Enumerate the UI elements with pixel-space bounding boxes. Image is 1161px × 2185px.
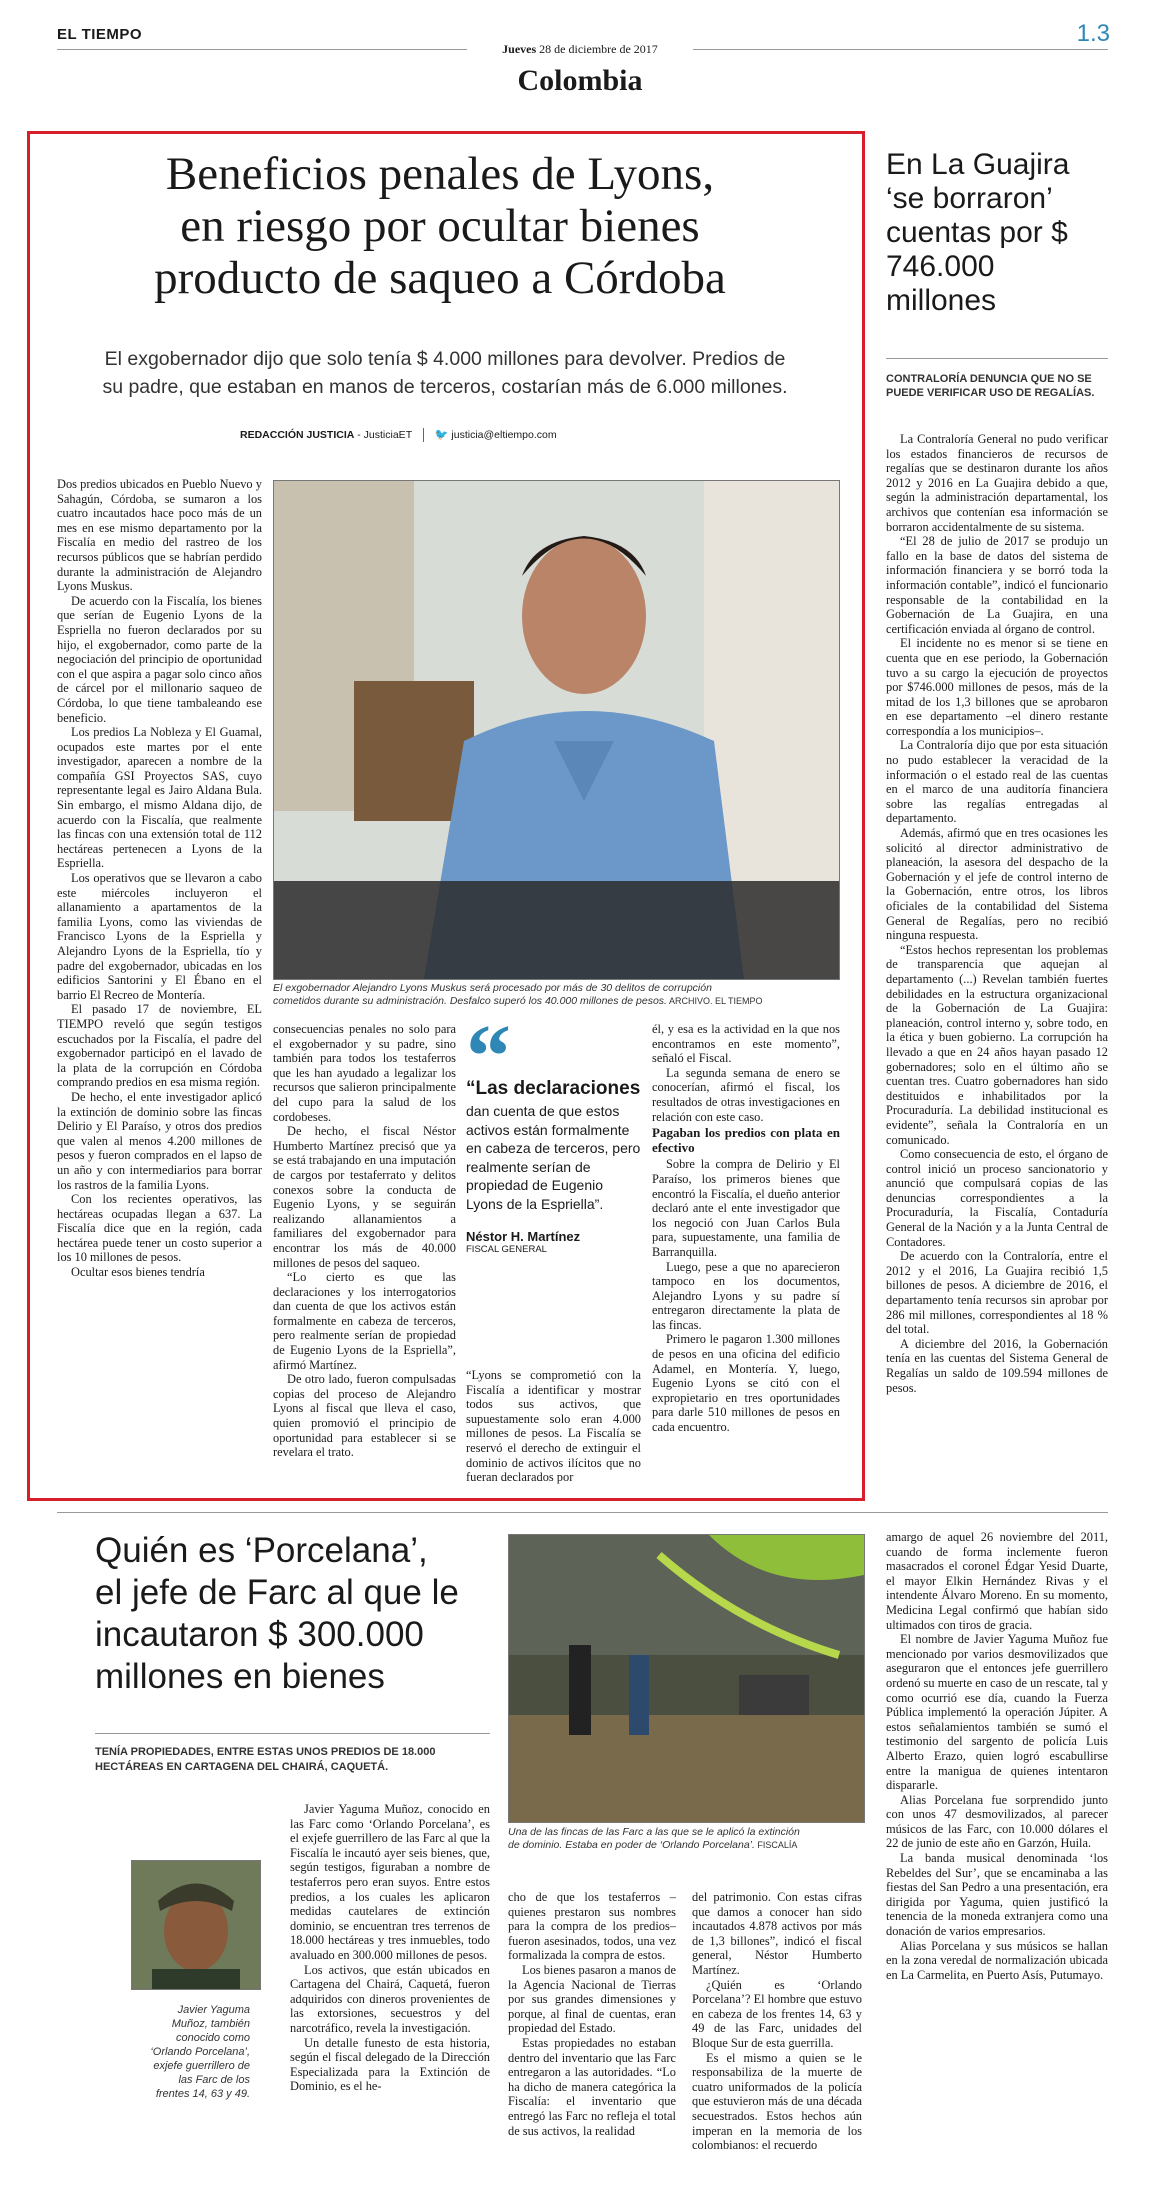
side-para: La Contraloría General no pudo verificar los estados financieros de recursos de regalías que se destinaron durante los años 2012 y 2016 en La Guajira debido a que, según la administración departamental, los archivos que contenían esa información se borraron accidentalmente de su sistema. bbox=[886, 432, 1108, 534]
section-name: Colombia bbox=[517, 64, 643, 97]
main-headline-line-1: Beneficios penales de Lyons, bbox=[165, 148, 715, 200]
issue-date-rest: 28 de diciembre de 2017 bbox=[539, 42, 658, 56]
bottom-headline-line-1: Quién es ‘Porcelana’, bbox=[95, 1531, 428, 1570]
main-col2-para: De otro lado, fueron compulsadas copias del proceso de Alejandro Lyons al fiscal que lleva el caso, quien promovió el principio de oportunidad para establecer si se revelara el trato. bbox=[273, 1372, 456, 1460]
farc-farm-photo bbox=[508, 1534, 865, 1823]
farc-photo-caption bbox=[508, 1826, 868, 1852]
main-col4-para: Primero le pagaron 1.300 millones de pesos en una oficina del edificio Adamel, en Montería. Y, luego, Eugenio Lyons se citó con el expropietario en tres oportunidades para darle 510 millones de pesos en cada encuentro. bbox=[652, 1332, 840, 1435]
bottom-col1-para: Un detalle funesto de esta historia, según el fiscal delegado de la Dirección Especializada para la Extinción de Dominio, es el he- bbox=[290, 2035, 490, 2094]
porcelana-portrait bbox=[131, 1860, 261, 1990]
quote-text: dan cuenta de que estos activos están formalmente en cabeza de terceros, pero realmente serían de propiedad de Eugenio Lyons de la Espriella”. bbox=[466, 1103, 641, 1212]
bottom-rule bbox=[57, 1512, 1108, 1513]
bottom-col-1 bbox=[290, 1802, 490, 2177]
main-col-4 bbox=[652, 1022, 840, 1489]
bottom-headline-line-4: millones en bienes bbox=[95, 1657, 385, 1696]
main-col1-para: Los operativos que se llevaron a cabo este miércoles incluyeron el allanamiento a apartamentos de la familia Lyons, como las viviendas de Francisco Lyons de la Espriella y Alejandro Lyons de la Espriella, tío y padre del exgobernador, ubicadas en los edificios Santorini y El Ébano en el barrio El Recreo de Montería. bbox=[57, 871, 262, 1002]
header-rule-left bbox=[57, 49, 467, 50]
side-body bbox=[886, 432, 1108, 1487]
quote-lead: “Las declaraciones bbox=[466, 1078, 641, 1099]
farc-caption-line-1: Una de las fincas de las Farc a las que se le aplicó la extinción bbox=[508, 1826, 800, 1838]
side-rule bbox=[886, 358, 1108, 359]
bottom-col-3 bbox=[692, 1890, 862, 2177]
main-subhead-line-2: su padre, que estaban en manos de terceros, costarían más de 6.000 millones. bbox=[102, 376, 788, 398]
side-para: “Estos hechos representan los problemas de transparencia que aquejan al departamento (...) Revelan también fuertes debilidades en la estructura organizacional de la Gobernación de La Guajira: planeación, control interno y, sobre todo, en la ética y buen gobierno. La corrupción ha llevado a que en 24 años hayan pasado 12 gobernadores; solo en el último año se cuentan tres. Cuatro gobernadores han sido destituidos e inhabilitados por la Procuraduría. La debilidad institucional es evidente”, señala la Contraloría en un comunicado. bbox=[886, 942, 1108, 1147]
portrait-caption: Javier Yaguma Muñoz, también conocido como ‘Orlando Porcelana’, exjefe guerrillero de las Farc de los frentes 14, 63 y 49. bbox=[150, 2004, 250, 2100]
bottom-col2-para: cho de que los testaferros –quienes prestaron sus nombres para la compra de los predios– fueron asesinados, todos, una vez formalizada la compra de estos. bbox=[508, 1890, 676, 1963]
side-para: “El 28 de julio de 2017 se produjo un fallo en la base de datos del sistema de información financiera y se borró toda la información contable”, indicó el funcionario responsable de la contabilidad en la Gobernación de La Guajira, en una certificación enviada al órgano de control. bbox=[886, 534, 1108, 636]
bottom-col1-para: Javier Yaguma Muñoz, conocido en las Farc como ‘Orlando Porcelana’, es el exjefe guerrillero de las Farc al que la Fiscalía le incautó ayer seis bienes, que, según testigos, figuraban a nombre de testaferros pero eran suyos. Entre estos predios, a los cuales les aplicaron medidas cautelares de extinción dominio, se encuentran tres terrenos de 18.000 hectáreas y tres inmuebles, todo avaluado en 300.000 millones de pesos. bbox=[290, 1802, 490, 1962]
main-col1-para: Con los recientes operativos, las hectáreas ocupadas llegan a 637. La Fiscalía dice que en la región, cada hectárea puede tener un costo superior a los 10 millones de pesos. bbox=[57, 1192, 262, 1265]
main-col4-para: La segunda semana de enero se conocerían, afirmó el fiscal, los resultados de otras investigaciones en relación con este caso. bbox=[652, 1065, 840, 1124]
issue-date bbox=[470, 42, 690, 57]
quote-mark-icon: “ bbox=[466, 1007, 511, 1106]
bottom-kicker bbox=[95, 1745, 515, 1775]
page-number: 1.3 bbox=[1076, 20, 1110, 47]
main-headline-line-3: producto de saqueo a Córdoba bbox=[154, 252, 726, 304]
bottom-headline-line-2: el jefe de Farc al que le bbox=[95, 1573, 459, 1612]
main-col4-para: él, y esa es la actividad en la que nos encontramos en este momento”, señaló el Fiscal. bbox=[652, 1022, 840, 1066]
side-kicker: CONTRALORÍA DENUNCIA QUE NO SE PUEDE VERIFICAR USO DE REGALÍAS. bbox=[886, 373, 1095, 399]
header-rule-right bbox=[693, 49, 1108, 50]
main-headline-line-2: en riesgo por ocultar bienes bbox=[180, 200, 700, 252]
main-subhead bbox=[50, 345, 840, 401]
side-para: De acuerdo con la Contraloría, entre el 2012 y el 2016, La Guajira recibió 1,5 billones de pesos. A diciembre de 2016, el departamento tenía recursos sin aprobar por 286 mil millones, correspondientes al 18 % del total. bbox=[886, 1249, 1108, 1337]
bottom-headline-line-3: incautaron $ 300.000 bbox=[95, 1615, 424, 1654]
bottom-col2-para: Los bienes pasaron a manos de la Agencia Nacional de Tierras por sus grandes dimensiones y porque, al final de cuentas, eran propiedad del Estado. bbox=[508, 1962, 676, 2036]
lyons-photo bbox=[273, 480, 840, 980]
main-subhead-line-1: El exgobernador dijo que solo tenía $ 4.000 millones para devolver. Predios de bbox=[104, 348, 786, 370]
lyons-caption-line-2: cometidos durante su administración. Desfalco superó los 40.000 millones de pesos. bbox=[273, 995, 667, 1007]
bottom-col1-para: Los activos, que están ubicados en Cartagena del Chairá, Caquetá, fueron adquiridos con dineros provenientes de las extorsiones, secuestros y del narcotráfico, revela la investigación. bbox=[290, 1962, 490, 2035]
bottom-col3-para: ¿Quién es ‘Orlando Porcelana’? El hombre que estuvo en cabeza de los frentes 14, 63 y 49 de las Farc, unidades del Bloque Sur de esta guerrilla. bbox=[692, 1977, 862, 2050]
bottom-headline bbox=[95, 1530, 495, 1698]
bottom-col4-para: Alias Porcelana fue sorprendido junto con unos 47 desmovilizados, al parecer músicos de las Farc, con 10.000 dólares el 22 de junio de este año en Garzón, Huila. bbox=[886, 1792, 1108, 1851]
paper-name: EL TIEMPO bbox=[57, 26, 143, 43]
byline-email[interactable]: justicia@eltiempo.com bbox=[451, 429, 557, 441]
farc-caption-line-2: de dominio. Estaba en poder de ‘Orlando Porcelana’. bbox=[508, 1839, 755, 1851]
issue-day: Jueves bbox=[502, 42, 537, 56]
bottom-col4-para: La banda musical denominada ‘los Rebeldes del Sur’, que se encaminaba a las fiestas del San Pedro a una presentación, era dirigida por Yaguma, quien justificó la tenencia de la moneda extranjera como una donación de varios empresarios. bbox=[886, 1851, 1108, 1939]
bottom-col3-para: Es el mismo a quien se le responsabiliza de la muerte de cuatro uniformados de la policía que estuvieron más de una década secuestrados. Estos hechos aún imperan en la memoria de los colombianos: el recuerdo bbox=[692, 2050, 862, 2153]
main-col1-para: De acuerdo con la Fiscalía, los bienes que serían de Eugenio Lyons de la Espriella no fueron declarados por su hijo, el exgobernador, como parte de la negociación del principio de oportunidad con el que aspira a pagar solo cinco años de cárcel por el millonario saqueo de Córdoba, lo que tiene tambaleando ese beneficio. bbox=[57, 593, 262, 725]
bottom-col4-para: amargo de aquel 26 noviembre del 2011, cuando de forma inclemente fueron masacrados el coronel Édgar Yesid Duarte, el mayor Elkin Hernández Rivas y el intendente Álvaro Moreno. En su momento, Medicina Legal confirmó que habían sido ultimados con tiros de gracia. bbox=[886, 1530, 1108, 1632]
lyons-photo-illustration bbox=[274, 481, 839, 979]
lyons-caption-line-1: El exgobernador Alejandro Lyons Muskus será procesado por más de 30 delitos de corrupción bbox=[273, 982, 712, 994]
farc-photo-credit: FISCALÍA bbox=[754, 1840, 798, 1850]
main-col3-para: “Lyons se comprometió con la Fiscalía a identificar y mostrar todos sus activos, que supuestamente solo eran 4.000 millones de pesos. La Fiscalía se reservó el derecho de extinguir el dominio de activos ilícitos que no fueran declarados por bbox=[466, 1368, 641, 1485]
main-col-3 bbox=[466, 1368, 641, 1489]
main-col1-para: Ocultar esos bienes tendría bbox=[71, 1265, 205, 1280]
main-headline bbox=[40, 148, 840, 304]
bottom-col2-para: Estas propiedades no estaban dentro del inventario que las Farc entregaron a las autoridades. “Lo ha dicho de manera categórica la Fiscalía: el inventario que entregó las Farc no refleja el total de sus activos, la realidad bbox=[508, 2035, 676, 2138]
quote-name: Néstor H. Martínez bbox=[466, 1229, 581, 1244]
porcelana-portrait-illustration bbox=[132, 1861, 260, 1989]
bottom-col4-para: Alias Porcelana y sus músicos se hallan en la zona veredal de normalización ubicada en La Carmelita, en Puerto Asís, Putumayo. bbox=[886, 1938, 1108, 1982]
main-col1-para: Los predios La Nobleza y El Guamal, ocupados este martes por el ente investigador, aparecen a nombre de la compañía GSI Proyectos SAS, cuyo representante legal es Jairo Aldana Bula. Sin embargo, el mismo Aldana dijo, de acuerdo con la Fiscalía, que realmente las fincas con una extensión total de 112 hectáreas pertenecen a Lyons de la Espriella. bbox=[57, 725, 262, 871]
bottom-kicker-line-1: TENÍA PROPIEDADES, ENTRE ESTAS UNOS PREDIOS DE 18.000 bbox=[95, 1746, 436, 1758]
lyons-photo-caption bbox=[273, 982, 843, 1008]
side-headline: En La Guajira ‘se borraron’ cuentas por $ 746.000 millones bbox=[886, 148, 1070, 317]
main-col1-para: El pasado 17 de noviembre, EL TIEMPO reveló que según testigos escuchados por la Fiscalía, el padre del exgobernador participó en el lavado de la plata de la corrupción en Córdoba comprando predios en esa misma región. bbox=[57, 1002, 262, 1090]
pull-quote bbox=[466, 1007, 641, 1255]
lyons-photo-credit: ARCHIVO. EL TIEMPO bbox=[666, 996, 763, 1006]
byline-desk: REDACCIÓN JUSTICIA bbox=[240, 429, 355, 441]
bottom-kicker-rule bbox=[95, 1733, 490, 1734]
main-col1-para: De hecho, el ente investigador aplicó la extinción de dominio sobre las fincas Delirio y El Paraíso, y otros dos predios que valen al menos 4.200 millones de pesos y fueron comprados en el lapso de un año y con intermediarios para borrar los rastros de la familia Lyons. bbox=[57, 1089, 262, 1192]
main-col4-para: Sobre la compra de Delirio y El Paraíso, los primeros bienes que encontró la Fiscalía, el dueño anterior declaró ante el ente investigador que los negoció con Juan Carlos Bula para, supuestamente, una familia de Barranquilla. bbox=[652, 1157, 840, 1259]
main-col4-para: Luego, pese a que no aparecieron tampoco en los documentos, Alejandro Lyons y su padre sí entregaron directamente la plata de las fincas. bbox=[652, 1259, 840, 1332]
side-para: La Contraloría dijo que por esta situación no pudo establecer la veracidad de la información o el estado real de las cuentas en el marco de una auditoría financiera sobre las regalías entregadas al departamento. bbox=[886, 738, 1108, 826]
side-para: Como consecuencia de esto, el órgano de control inició un proceso sancionatorio y anunció que compulsará copias de las denuncias correspondientes a la Procuraduría, la Fiscalía, Contaduría General de la Nación y a la Junta Central de Contadores. bbox=[886, 1147, 1108, 1249]
bottom-kicker-line-2: HECTÁREAS EN CARTAGENA DEL CHAIRÁ, CAQUETÁ. bbox=[95, 1761, 389, 1773]
main-col2-para: consecuencias penales no solo para el exgobernador y su padre, sino también para todos los testaferros que les han ayudado a legalizar los recursos que salieron principalmente del cupo para la salud de los cordobeses. bbox=[273, 1022, 456, 1124]
quote-role: FISCAL GENERAL bbox=[466, 1244, 547, 1255]
main-col2-para: De hecho, el fiscal Néstor Humberto Martínez precisó que ya se está trabajando en una imputación de cargos por testaferrato y delitos conexos sobre la conducta de Eugenio Lyons, y se seguirán realizando allanamientos a familiares del exgobernador para encontrar los más de 40.000 millones de pesos del saqueo. bbox=[273, 1124, 456, 1270]
main-col-1 bbox=[57, 477, 262, 1489]
bottom-col4-para: El nombre de Javier Yaguma Muñoz fue mencionado por varios desmovilizados que aseguraron que el entonces jefe guerrillero ordenó su muerte en caso de un rescate, tal y como ocurrió ese día, cuando la Fuerza Pública implementó la operación Júpiter. A estos señalamientos también se sumó el testimonio del sargento de policía Luis Alberto Erazo, quien logró escabullirse entre la manigua de quienes intentaron dispararle. bbox=[886, 1632, 1108, 1793]
bottom-col-4 bbox=[886, 1530, 1108, 2177]
main-col1-para: Dos predios ubicados en Pueblo Nuevo y Sahagún, Córdoba, se sumaron a los cuatro incautados hace poco más de un mes en ese mismo departamento por la Fiscalía en medio del rastreo de los recursos públicos que se habrían perdido durante la administración de Alejandro Lyons Muskus. bbox=[57, 477, 262, 594]
twitter-icon: 🐦 bbox=[434, 429, 449, 441]
main-col4-subhead: Pagaban los predios con plata en efectivo bbox=[652, 1125, 840, 1155]
farc-farm-illustration bbox=[509, 1535, 864, 1822]
byline-handle: - JusticiaET bbox=[354, 429, 412, 441]
bottom-col3-para: del patrimonio. Con estas cifras que damos a conocer han sido incautados 4.878 activos por más de 1,3 billones”, indicó el fiscal general, Néstor Humberto Martínez. bbox=[692, 1890, 862, 1977]
main-col2-para: “Lo cierto es que las declaraciones y los interrogatorios dan cuenta de que los activos están formalmente en cabeza de terceros, pero realmente serían de propiedad de Eugenio Lyons de la Espriella”, afirmó Martínez. bbox=[273, 1270, 456, 1372]
main-col-2 bbox=[273, 1022, 456, 1489]
bottom-col-2 bbox=[508, 1890, 676, 2177]
main-byline bbox=[240, 428, 660, 442]
side-para: A diciembre del 2016, la Gobernación tenía en las cuentas del Sistema General de Regalías un saldo de 109.594 millones de pesos. bbox=[886, 1336, 1108, 1395]
side-para: El incidente no es menor si se tiene en cuenta que en ese periodo, la Gobernación tuvo a su cargo la ejecución de proyectos por $746.000 millones de pesos, más de la mitad de los 1,3 billones que se aprobaron en ese departamento –el dinero restante correspondía a los municipios–. bbox=[886, 636, 1108, 738]
side-para: Además, afirmó que en tres ocasiones les solicitó al director administrativo de planeación, la asesora del despacho de la Gobernación y el jefe de control interno de la Gobernación, entre otros, los libros oficiales de la contabilidad del Sistema General de Regalías, pero no recibió ninguna respuesta. bbox=[886, 826, 1108, 943]
